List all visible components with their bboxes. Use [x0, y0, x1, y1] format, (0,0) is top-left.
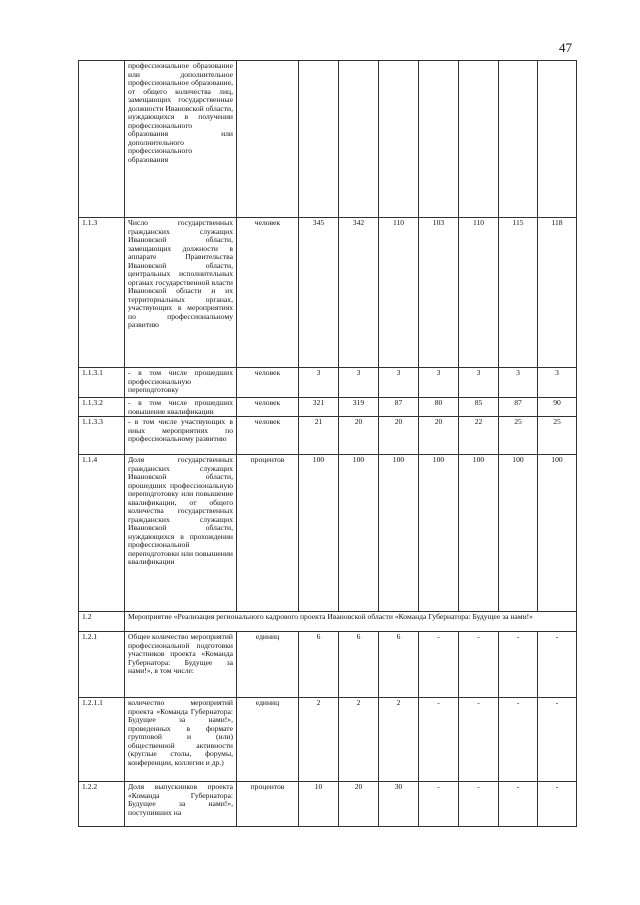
value-cell: 115	[499, 218, 538, 368]
indicator-name: Доля государственных гражданских служащих Ивановской области, прошедших профессиональную переподготовку или повышение квалификации, от общего количества государственных гражданских служащих Ивановской области, нуждающихся в прохождении профессиональной переподготовки или повышении квалификации	[125, 455, 237, 612]
value-cell	[379, 61, 419, 218]
value-cell: -	[419, 698, 459, 782]
value-cell: 80	[419, 398, 459, 417]
value-cell: 20	[339, 782, 379, 827]
value-cell: 87	[499, 398, 538, 417]
indicator-name: профессиональное образование или дополнительное профессиональное образование, от общего количества лиц, замещающих государственные должности Ивановской области, нуждающихся в получении профессионального образования или дополнительного профессионального образования	[125, 61, 237, 218]
value-cell: 3	[538, 368, 577, 398]
value-cell: 2	[339, 698, 379, 782]
value-cell: 342	[339, 218, 379, 368]
unit-of-measure: человек	[237, 417, 299, 455]
table-row	[79, 612, 577, 632]
row-number: 1.1.3.3	[79, 417, 125, 455]
value-cell: 3	[499, 368, 538, 398]
unit-of-measure: человек	[237, 368, 299, 398]
row-number	[79, 61, 125, 218]
indicator-name: Общее количество мероприятий профессиональной подготовки участников проекта «Команда Губернатора: Будущее за нами!», в том числе:	[125, 632, 237, 698]
value-cell	[339, 61, 379, 218]
value-cell: 100	[419, 455, 459, 612]
value-cell: 100	[379, 455, 419, 612]
value-cell: -	[459, 782, 499, 827]
table-row	[79, 368, 577, 398]
value-cell: 100	[499, 455, 538, 612]
value-cell: 85	[459, 398, 499, 417]
row-number: 1.2	[79, 612, 125, 632]
value-cell: 90	[538, 398, 577, 417]
value-cell: 3	[339, 368, 379, 398]
value-cell: 100	[339, 455, 379, 612]
value-cell	[459, 61, 499, 218]
value-cell: 3	[459, 368, 499, 398]
value-cell: 25	[499, 417, 538, 455]
value-cell: 3	[379, 368, 419, 398]
value-cell: -	[538, 632, 577, 698]
value-cell: 321	[299, 398, 339, 417]
table-row	[79, 417, 577, 455]
value-cell: 3	[299, 368, 339, 398]
value-cell: -	[499, 632, 538, 698]
value-cell: 25	[538, 417, 577, 455]
value-cell: 20	[339, 417, 379, 455]
indicator-name: Число государственных гражданских служащих Ивановской области, замещающих должности в аппарате Правительства Ивановской области, центральных исполнительных органах государственной власти Ивановской области и их территориальных органах, участвующих в мероприятиях по профессиональному развитию	[125, 218, 237, 368]
value-cell: 22	[459, 417, 499, 455]
row-number: 1.2.1.1	[79, 698, 125, 782]
row-number: 1.1.3	[79, 218, 125, 368]
unit-of-measure: человек	[237, 218, 299, 368]
value-cell: 6	[379, 632, 419, 698]
table-row	[79, 455, 577, 612]
unit-of-measure: человек	[237, 398, 299, 417]
indicator-name: количество мероприятий проекта «Команда Губернатора: Будущее за нами!», проведенных в формате групповой и (или) общественной активности (круглые столы, форумы, конференции, коллегии и др.)	[125, 698, 237, 782]
indicator-name: - в том числе прошедших профессиональную переподготовку	[125, 368, 237, 398]
value-cell: -	[538, 698, 577, 782]
value-cell: 103	[419, 218, 459, 368]
indicator-name: Доля выпускников проекта «Команда Губернатора: Будущее за нами!», поступивших на	[125, 782, 237, 827]
value-cell	[299, 61, 339, 218]
value-cell: 100	[459, 455, 499, 612]
value-cell: 6	[339, 632, 379, 698]
value-cell: 6	[299, 632, 339, 698]
section-title: Мероприятие «Реализация регионального кадрового проекта Ивановской области «Команда Губернатора: Будущее за нами!»	[125, 612, 577, 632]
indicator-name: - в том числе участвующих в иных мероприятиях по профессиональному развитию	[125, 417, 237, 455]
unit-of-measure	[237, 61, 299, 218]
value-cell: 110	[459, 218, 499, 368]
table-row	[79, 218, 577, 368]
value-cell: 3	[419, 368, 459, 398]
row-number: 1.1.4	[79, 455, 125, 612]
value-cell	[538, 61, 577, 218]
value-cell: 21	[299, 417, 339, 455]
value-cell: 100	[538, 455, 577, 612]
row-number: 1.2.2	[79, 782, 125, 827]
unit-of-measure: единиц	[237, 632, 299, 698]
value-cell: -	[459, 698, 499, 782]
value-cell: -	[419, 782, 459, 827]
value-cell: 110	[379, 218, 419, 368]
value-cell: 10	[299, 782, 339, 827]
table-row	[79, 398, 577, 417]
unit-of-measure: процентов	[237, 455, 299, 612]
row-number: 1.2.1	[79, 632, 125, 698]
value-cell: -	[499, 698, 538, 782]
indicator-name: - в том числе прошедших повышение квалификации	[125, 398, 237, 417]
page-number: 47	[559, 40, 572, 55]
value-cell	[499, 61, 538, 218]
value-cell: 2	[379, 698, 419, 782]
indicators-table	[78, 60, 577, 827]
value-cell: -	[499, 782, 538, 827]
value-cell: 118	[538, 218, 577, 368]
table-row	[79, 61, 577, 218]
row-number: 1.1.3.1	[79, 368, 125, 398]
table-row	[79, 632, 577, 698]
value-cell: 20	[419, 417, 459, 455]
value-cell: 87	[379, 398, 419, 417]
value-cell: 20	[379, 417, 419, 455]
value-cell: 2	[299, 698, 339, 782]
value-cell	[419, 61, 459, 218]
value-cell: -	[459, 632, 499, 698]
value-cell: 345	[299, 218, 339, 368]
value-cell: 319	[339, 398, 379, 417]
unit-of-measure: единиц	[237, 698, 299, 782]
unit-of-measure: процентов	[237, 782, 299, 827]
value-cell: -	[538, 782, 577, 827]
row-number: 1.1.3.2	[79, 398, 125, 417]
value-cell: 100	[299, 455, 339, 612]
value-cell: 30	[379, 782, 419, 827]
table-row	[79, 782, 577, 827]
table-row	[79, 698, 577, 782]
value-cell: -	[419, 632, 459, 698]
